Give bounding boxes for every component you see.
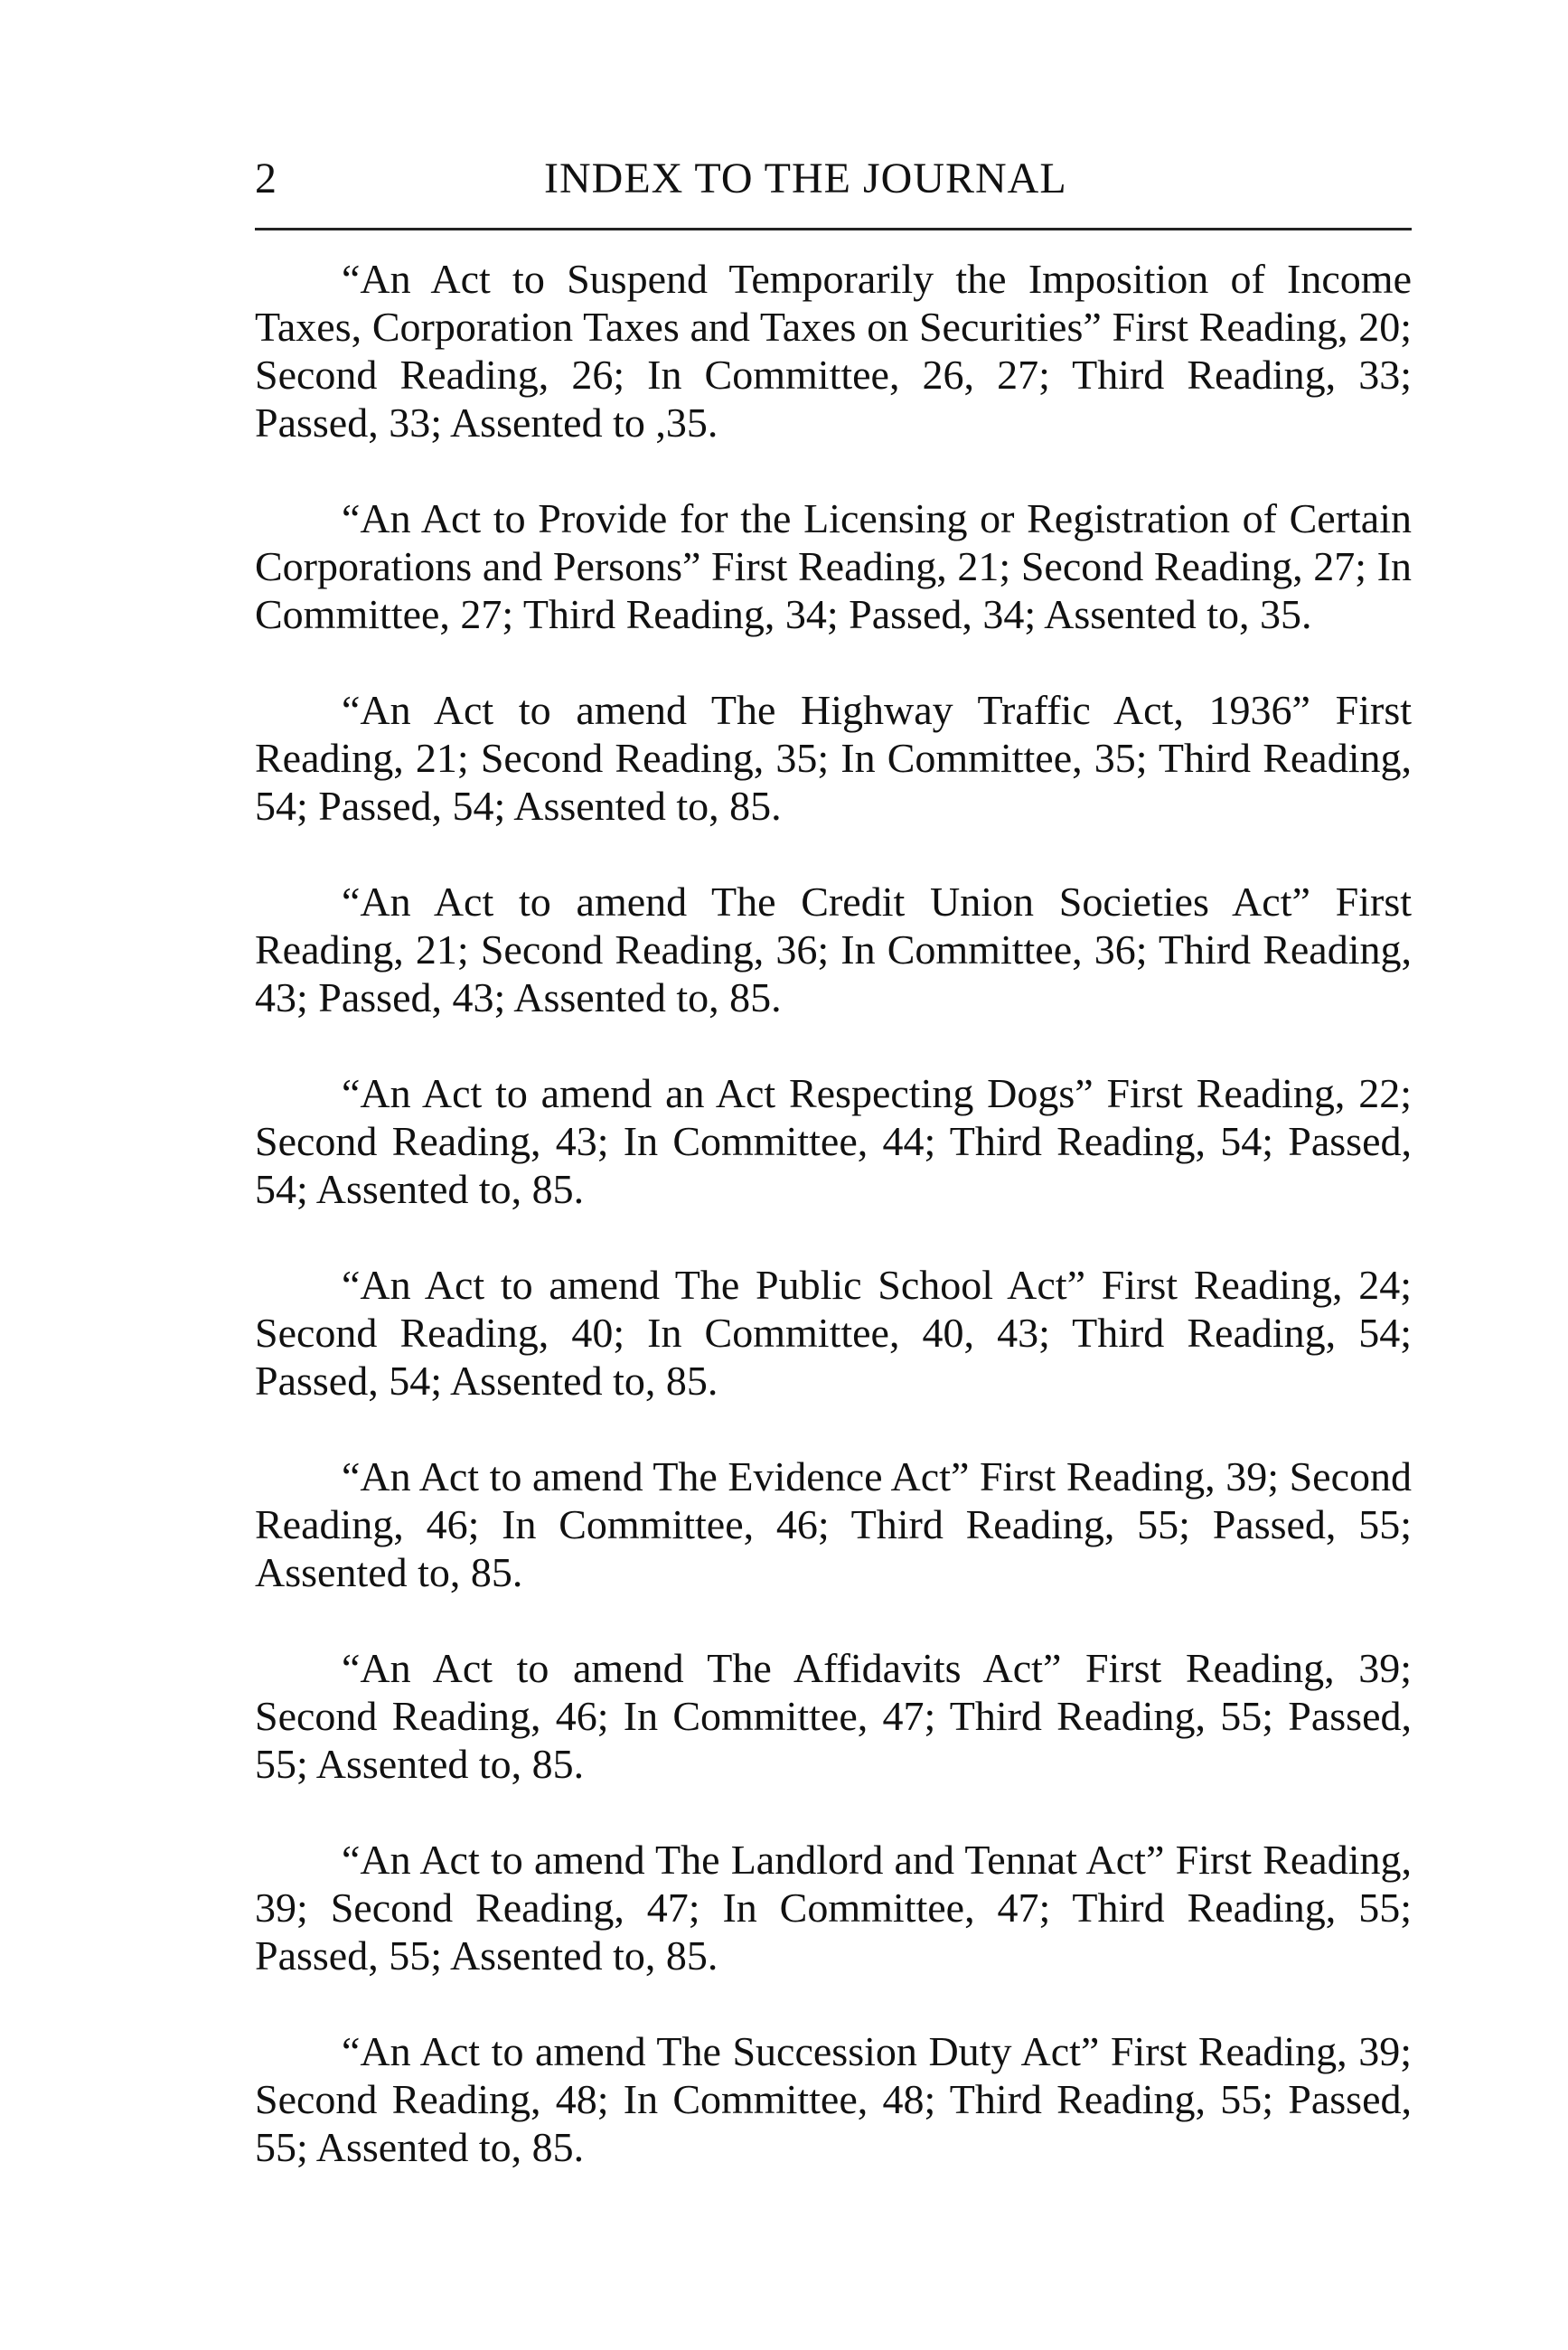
index-entry: “An Act to amend The Highway Traffic Act, 1936” First Reading, 21; Second Reading, 35; In Committee, 35; Third Reading, 54; Passed, 54; Assented to, 85.: [255, 687, 1412, 829]
index-entry: “An Act to amend The Landlord and Tennat Act” First Reading, 39; Second Reading, 47; In Committee, 47; Third Reading, 55; Passed, 55; Assented to, 85.: [255, 1837, 1412, 1979]
index-entry: “An Act to amend The Evidence Act” First Reading, 39; Second Reading, 46; In Committee, 46; Third Reading, 55; Passed, 55; Assented to, 85.: [255, 1453, 1412, 1595]
page-header: [255, 143, 1412, 215]
index-entry: “An Act to amend an Act Respecting Dogs” First Reading, 22; Second Reading, 43; In Committee, 44; Third Reading, 54; Passed, 54; Assented to, 85.: [255, 1070, 1412, 1212]
index-entry: “An Act to Suspend Temporarily the Imposition of Income Taxes, Corporation Taxes and Taxes on Securities” First Reading, 20; Second Reading, 26; In Committee, 26, 27; Third Reading, 33; Passed, 33; Assented to ,35.: [255, 256, 1412, 446]
running-title: INDEX TO THE JOURNAL: [544, 155, 1067, 202]
index-entries: [255, 255, 1412, 2219]
index-entry: “An Act to Provide for the Licensing or Registration of Certain Corporations and Persons” First Reading, 21; Second Reading, 27; In Committee, 27; Third Reading, 34; Passed, 34; Assented to, 35.: [255, 495, 1412, 637]
index-entry: “An Act to amend The Public School Act” First Reading, 24; Second Reading, 40; In Committee, 40, 43; Third Reading, 54; Passed, 54; Assented to, 85.: [255, 1262, 1412, 1404]
index-entry: “An Act to amend The Succession Duty Act” First Reading, 39; Second Reading, 48; In Committee, 48; Third Reading, 55; Passed, 55; Assented to, 85.: [255, 2028, 1412, 2170]
index-entry: “An Act to amend The Credit Union Societies Act” First Reading, 21; Second Reading, 36; In Committee, 36; Third Reading, 43; Passed, 43; Assented to, 85.: [255, 879, 1412, 1020]
index-entry: “An Act to amend The Affidavits Act” First Reading, 39; Second Reading, 46; In Committee, 47; Third Reading, 55; Passed, 55; Assented to, 85.: [255, 1645, 1412, 1787]
page-number: 2: [255, 155, 277, 202]
header-rule: [255, 228, 1412, 230]
